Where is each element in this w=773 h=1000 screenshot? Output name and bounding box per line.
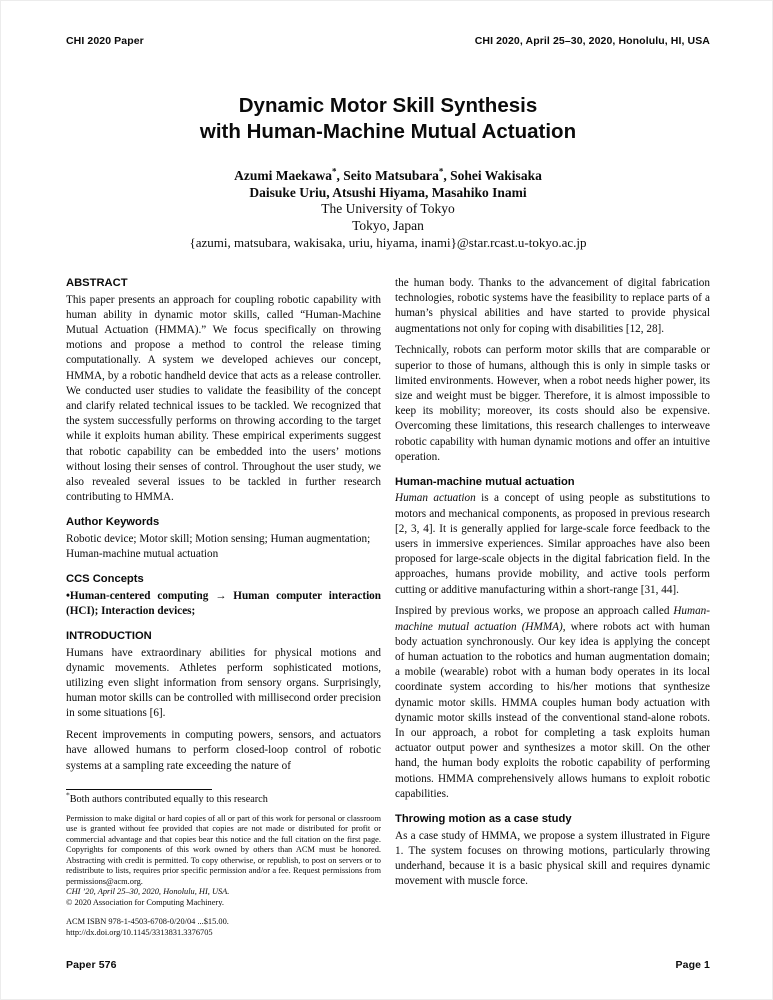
- hmma-proposal-lead: Inspired by previous works, we propose an approach called: [395, 605, 674, 618]
- affiliation-location: Tokyo, Japan: [352, 217, 424, 233]
- human-actuation-text: is a concept of using people as substitutions to motors and mechanical components, as proposed in previous research [2, 3, 4]. It is generally applied for large-scale force feedback to the users in immersive experiences. Similar approaches have also been proposed for large-scale objects in the digital fabrication field. In the approaches, humans provide mobility, and active tools perform cutting or additive manufacturing within a short-range [31, 44].: [395, 492, 710, 596]
- footnote-text: Both authors contributed equally to this research: [69, 794, 268, 805]
- keywords-heading: Author Keywords: [66, 516, 160, 529]
- introduction-paragraph-1: Humans have extraordinary abilities for physical motions and dynamic movements. Athletes perform sophisticated motions, utilizing even slight information from sensory organs. Surprisingly, human motor skills can be controlled with millisecond order precision in some situations [6].: [66, 646, 381, 720]
- title-line-2: with Human-Machine Mutual Actuation: [199, 120, 577, 143]
- doi-link[interactable]: http://dx.doi.org/10.1145/3313831.3376705: [66, 927, 213, 937]
- title-line-1: Dynamic Motor Skill Synthesis: [238, 94, 538, 117]
- case-study-paragraph: As a case study of HMMA, we propose a system illustrated in Figure 1. The system focuses on throwing motions, particularly throwing underhand, because it is a basic physical skill and requires dynamic movement with muscle force.: [395, 829, 710, 888]
- authors-line-2: Daisuke Uriu, Atsushi Hiyama, Masahiko Inami: [249, 184, 527, 200]
- footnote-marker: *: [66, 790, 70, 800]
- author-name-2: Seito Matsubara: [343, 168, 439, 183]
- ccs-heading: CCS Concepts: [66, 573, 144, 586]
- hmma-term: Human-machine mutual actuation (HMMA): [395, 605, 710, 633]
- author-separator-2: ,: [443, 168, 451, 183]
- footnote-divider: [66, 789, 212, 790]
- running-head-right: CHI 2020, April 25–30, 2020, Honolulu, HI, USA: [474, 35, 710, 47]
- human-actuation-paragraph: [395, 491, 710, 597]
- isbn-line: ACM ISBN 978-1-4503-6708-0/20/04 ...$15.00.: [66, 917, 229, 926]
- footer-page-number: Page 1: [675, 959, 710, 971]
- running-head-left: CHI 2020 Paper: [66, 35, 144, 47]
- hmma-proposal-text: , where robots act with human body actuation synchronously. Our key idea is applying the concept of human actuation to the robotics and human augmentation domain; a mobile (wearable) robot with a human body operates in its local coordinate system according to his/her motions that synthesize dynamic motor skills. HMMA couples human body actuation with dynamic motor skills instead of the conventional stand-alone robots. In our approach, a robot for completing a task exploits human actuator output power and synthesizes a motor skill. On the other hand, the human body exploits the robotic capability of performing motions. HMMA comprehensively allows humans to exploit robotic capabilities.: [395, 620, 710, 800]
- paper-title: [66, 93, 710, 145]
- throwing-section-heading: Throwing motion as a case study: [395, 813, 572, 825]
- author-footnote-marker-1: *: [332, 166, 337, 177]
- copyright-line: © 2020 Association for Computing Machinery.: [66, 897, 224, 907]
- isbn-doi-block: [66, 917, 381, 938]
- abstract-paragraph: This paper presents an approach for coupling robotic capability with human ability in dynamic motor skills, called “Human-Machine Mutual Actuation (HMMA).” We focus specifically on throwing motions and propose a method to control the release timing computationally. A system we developed achieves our concept, HMMA, by a robotic handheld device that acts as a release controller. We conducted user studies to validate the feasibility of the concept and clarify related technical issues to be tackled. We recognized that the system successfully performs on throwing according to the target while it exploits human ability. These empirical experiments suggest that robotic capability can be embedded into the users’ motions without losing their senses of control. Throughout the user study, we also revealed several issues to be tackled in further research contributing to HMMA.: [66, 293, 381, 504]
- venue-citation-line: CHI ’20, April 25–30, 2020, Honolulu, HI, USA.: [66, 887, 230, 896]
- human-actuation-term: Human actuation: [395, 492, 476, 505]
- abstract-heading: ABSTRACT: [66, 277, 128, 289]
- author-block: [66, 168, 710, 251]
- introduction-paragraph-2: Recent improvements in computing powers, sensors, and actuators have allowed humans to perform closed-loop control of robotic systems at a sampling rate exceeding the nature of: [66, 729, 381, 772]
- page-footer: [66, 959, 710, 971]
- left-column: [66, 276, 381, 940]
- running-head: [66, 35, 710, 47]
- author-name-3: Sohei Wakisaka: [450, 168, 542, 183]
- robots-limitations-paragraph: Technically, robots can perform motor skills that are comparable or superior to those of humans, although this is only in simple tasks or limited environments. However, when a robot needs higher power, its size and weight must be bigger. Therefore, it is almost impossible to keep its mobility; moreover, its costs should also be expensive. Overcoming these limitations, this research challenges to interweave robotic capability with human dynamic motions and offer an intuitive operation.: [395, 344, 710, 463]
- footnote-and-copyright-block: [66, 781, 381, 940]
- introduction-continued-paragraph: the human body. Thanks to the advancement of digital fabrication technologies, robotic systems have the feasibility to replace parts of a human’s physical abilities and have started to provide physical augmentations not only for coping with disabilities [12, 28].: [395, 277, 710, 335]
- author-separator-1: ,: [336, 168, 344, 183]
- right-column: [395, 276, 710, 940]
- hmma-proposal-paragraph: [395, 604, 710, 802]
- author-name-1: Azumi Maekawa: [234, 168, 333, 183]
- footer-paper-number: Paper 576: [66, 959, 117, 971]
- body-columns: [66, 276, 710, 940]
- keywords-text: Robotic device; Motor skill; Motion sensing; Human augmentation; Human-machine mutual actuation: [66, 532, 371, 561]
- authors-line-1: [66, 168, 710, 185]
- ccs-text: •Human-centered computing → Human computer interaction (HCI); Interaction devices;: [66, 589, 381, 617]
- author-footnote-marker-2: *: [438, 166, 444, 177]
- equal-contribution-footnote: [66, 790, 381, 807]
- hmma-section-heading: Human-machine mutual actuation: [395, 475, 575, 488]
- acm-permission-notice: Permission to make digital or hard copies of all or part of this work for personal or classroom use is granted without fee provided that copies are not made or distributed for profit or commercial advantage and that copies bear this notice and the full citation on the first page. Copyrights for components of this work owned by others than ACM must be honored. Abstracting with credit is permitted. To copy otherwise, or republish, to post on servers or to redistribute to lists, requires prior specific permission and/or a fee. Request permissions from permissions@acm.org.: [66, 813, 381, 886]
- author-emails: {azumi, matsubara, wakisaka, uriu, hiyama, inami}@star.rcast.u-tokyo.ac.jp: [189, 234, 587, 250]
- introduction-heading: INTRODUCTION: [66, 630, 152, 643]
- affiliation: The University of Tokyo: [321, 201, 455, 216]
